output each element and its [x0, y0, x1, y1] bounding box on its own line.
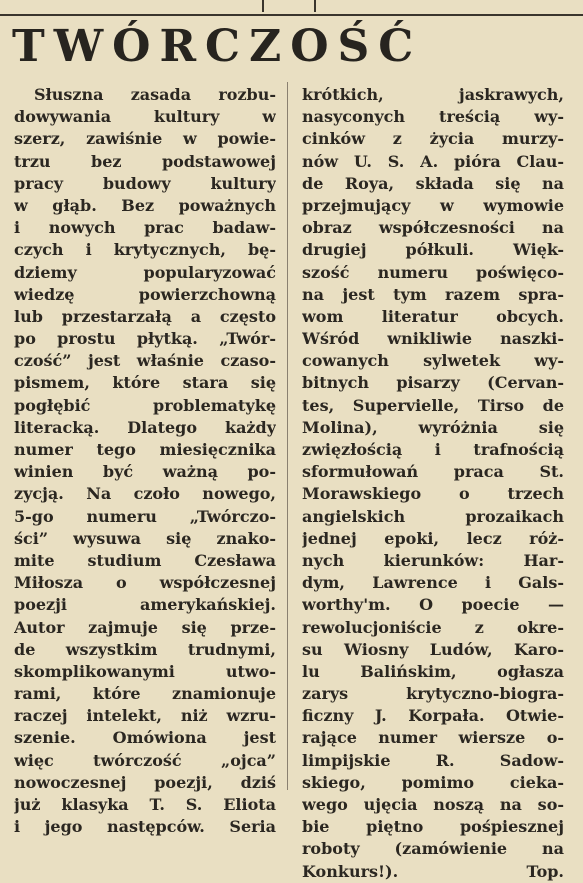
text-line: pismem, które stara się — [14, 373, 276, 393]
text-line: po prostu płytką. „Twór- — [14, 329, 276, 349]
text-line: nów U. S. A. pióra Clau- — [302, 151, 564, 171]
text-line: wego ujęcia noszą na so- — [302, 795, 564, 814]
text-line: Konkurs!). Top. — [302, 861, 564, 881]
right-column — [302, 84, 564, 883]
text-line: su Wiosny Ludów, Karo- — [302, 639, 564, 659]
text-line: cinków z życia murzy- — [302, 129, 564, 149]
text-line: rewolucjoniście z okre- — [302, 617, 564, 637]
text-line: zycją. Na czoło nowego, — [14, 484, 276, 504]
text-line: literacką. Dlatego każdy — [14, 417, 276, 437]
text-line: Miłosza o współczesnej — [14, 573, 276, 593]
text-line: szenie. Omówiona jest — [14, 728, 276, 748]
text-line: angielskich prozaikach — [302, 506, 564, 526]
text-line: ficzny J. Korpała. Otwie- — [302, 706, 564, 726]
text-line: winien być ważną po- — [14, 462, 276, 482]
text-line: skiego, pomimo cieka- — [302, 772, 564, 792]
text-line: Słuszna zasada rozbu- — [34, 85, 276, 104]
text-line: bie piętno pośpiesznej — [302, 817, 564, 837]
left-column — [14, 84, 276, 838]
text-line: zarys krytyczno-biogra- — [302, 684, 564, 704]
text-line: Wśród wnikliwie naszki- — [302, 329, 564, 349]
text-line: krótkich, jaskrawych, — [302, 85, 564, 104]
text-line: bitnych pisarzy (Cervan- — [302, 373, 564, 393]
text-line: roboty (zamówienie na — [302, 839, 564, 859]
text-line: de wszystkim trudnymi, — [14, 639, 276, 659]
text-line: pogłębić problematykę — [14, 395, 276, 415]
text-line: de Roya, składa się na — [302, 173, 564, 193]
text-line: i nowych prac badaw- — [14, 218, 276, 238]
text-line: poezji amerykańskiej. — [14, 595, 276, 615]
text-line: obraz współczesności na — [302, 218, 564, 238]
text-line: pracy budowy kultury — [14, 173, 276, 193]
text-line: dziemy popularyzować — [14, 262, 276, 282]
text-line: mite studium Czesława — [14, 550, 276, 570]
top-rule — [0, 0, 583, 16]
text-line: sformułowań praca St. — [302, 462, 564, 482]
text-line: ści” wysuwa się znako- — [14, 528, 276, 548]
text-line: już klasyka T. S. Eliota — [14, 795, 276, 814]
text-line: więc twórczość „ojca” — [14, 750, 276, 770]
article-title: TWÓRCZOŚĆ — [12, 21, 423, 72]
text-line: Morawskiego o trzech — [302, 484, 564, 504]
column-divider — [287, 82, 288, 790]
text-line: lu Balińskim, ogłasza — [302, 661, 564, 681]
text-line: w głąb. Bez poważnych — [14, 195, 276, 215]
text-line: dowywania kultury w — [14, 107, 276, 127]
text-line: wiedzę powierzchowną — [14, 284, 276, 304]
text-line: rające numer wiersze o- — [302, 728, 564, 748]
text-line: cowanych sylwetek wy- — [302, 351, 564, 371]
text-line: rami, które znamionuje — [14, 684, 276, 704]
text-line: czość” jest właśnie czaso- — [14, 351, 276, 371]
text-line: Autor zajmuje się prze- — [14, 617, 276, 637]
text-line: worthy'm. O poecie — — [302, 595, 564, 615]
text-line: nych kierunków: Har- — [302, 550, 564, 570]
text-line: na jest tym razem spra- — [302, 284, 564, 304]
text-line: raczej intelekt, niż wzru- — [14, 706, 276, 726]
text-line: 5-go numeru „Twórczo- — [14, 506, 276, 526]
top-rule-notch — [262, 0, 316, 12]
text-line: nowoczesnej poezji, dziś — [14, 772, 276, 792]
text-line: wom literatur obcych. — [302, 306, 564, 326]
text-line: trzu bez podstawowej — [14, 151, 276, 171]
text-line: jednej epoki, lecz róż- — [302, 528, 564, 548]
text-line: tes, Supervielle, Tirso de — [302, 395, 564, 415]
text-line: zwięzłością i trafnością — [302, 440, 564, 459]
text-line: skomplikowanymi utwo- — [14, 661, 276, 681]
text-line: limpijskie R. Sadow- — [302, 750, 564, 770]
text-line: dym, Lawrence i Gals- — [302, 573, 564, 593]
text-line: szerz, zawiśnie w powie- — [14, 129, 276, 149]
text-line: przejmujący w wymowie — [302, 195, 564, 215]
text-line: lub przestarzałą a często — [14, 306, 276, 326]
text-line: czych i krytycznych, bę- — [14, 240, 276, 260]
text-line: drugiej półkuli. Więk- — [302, 240, 564, 260]
text-line: i jego następców. Seria — [14, 817, 276, 837]
text-line: numer tego miesięcznika — [14, 440, 276, 459]
text-line: nasyconych treścią wy- — [302, 107, 564, 127]
text-line: Molina), wyróżnia się — [302, 417, 564, 437]
text-line: szość numeru poświęco- — [302, 262, 564, 282]
